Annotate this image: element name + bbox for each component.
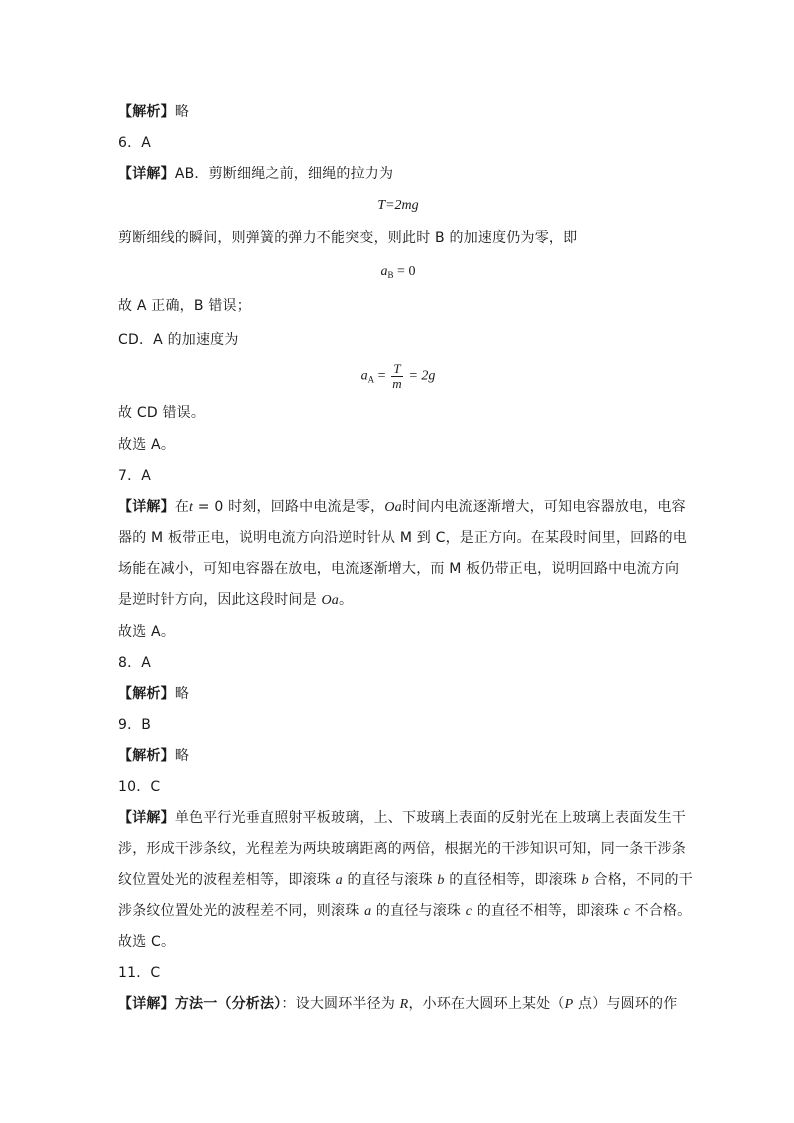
analysis-line [118, 684, 678, 704]
var-a: a [364, 904, 372, 919]
fraction-den: m [392, 376, 402, 391]
text: = 0 时刻，回路中电流是零， [193, 499, 385, 515]
tag-analysis: 【解析】 [118, 748, 175, 764]
text: ，小环在大圆环上某处（ [408, 996, 565, 1012]
text-line: 涉，形成干涉条纹，光程差为两块玻璃距离的两倍，根据光的干涉知识可知，同一条干涉条 [118, 841, 686, 857]
equation-var: a [360, 368, 368, 384]
text-line: 故选 A。 [118, 624, 176, 640]
equation-tension [118, 196, 678, 216]
analysis-line [118, 746, 678, 766]
text: 略 [174, 748, 190, 764]
text-line: 故 CD 错误。 [118, 405, 206, 421]
equation-rest: = 2g [404, 368, 436, 384]
method-label: 方法一（分析法） [174, 996, 282, 1012]
var-c: c [465, 904, 473, 919]
answer-10: 10．C [118, 779, 161, 795]
text: 在 [174, 499, 190, 515]
fraction-num: T [393, 361, 401, 376]
text: 纹位置处光的波程差相等，即滚珠 [118, 872, 336, 888]
tag-detail: 【详解】 [118, 499, 175, 515]
var-c: c [623, 904, 630, 919]
equation-sub: B [387, 270, 394, 280]
detail-line [118, 994, 678, 1015]
text: 涉条纹位置处光的波程差不同，则滚珠 [118, 903, 365, 919]
text-line: 故选 C。 [118, 934, 176, 950]
equation-var: a [380, 264, 388, 279]
detail-line [118, 497, 686, 518]
var-b: b [437, 873, 445, 888]
text: 略 [174, 686, 190, 702]
var-Oa: Oa [384, 500, 402, 515]
text-line: 剪断细线的瞬间，则弹簧的弹力不能突变，则此时 B 的加速度仍为零，即 [118, 230, 578, 246]
detail-line [118, 808, 687, 828]
text-line: 故 A 正确，B 错误； [118, 298, 251, 314]
equation-rest: = 0 [393, 264, 416, 279]
text: 合格，不同的干 [588, 872, 693, 888]
text-line: CD．A 的加速度为 [118, 332, 239, 348]
tag-detail: 【详解】 [118, 810, 175, 826]
var-b: b [581, 873, 589, 888]
text: 的直径与滚珠 [342, 872, 438, 888]
fraction [391, 362, 403, 391]
text-line: 场能在减小，可知电容器在放电，电流逐渐增大，而 M 板仍带正电，说明回路中电流方向 [118, 561, 680, 577]
equation-sub: A [367, 374, 375, 385]
tag-detail: 【详解】 [118, 996, 175, 1012]
var-R: R [399, 997, 409, 1012]
equation-eq: = [374, 368, 389, 384]
equation-text: T=2mg [377, 198, 419, 213]
var-Oa: Oa [321, 593, 339, 608]
text: ：设大圆环半径为 [281, 996, 400, 1012]
text: 略 [174, 104, 190, 120]
text-line [118, 590, 678, 611]
var-P: P [564, 997, 574, 1012]
answer-9: 9．B [118, 717, 152, 733]
answer-8: 8．A [118, 655, 152, 671]
tag-detail: 【详解】 [118, 166, 175, 182]
answer-6: 6．A [118, 135, 152, 151]
answer-7: 7．A [118, 468, 152, 484]
text: 的直径不相等，即滚珠 [472, 903, 624, 919]
text-line [118, 901, 692, 922]
text-line: 故选 A。 [118, 437, 176, 453]
analysis-line [118, 102, 678, 122]
equation-aA [118, 362, 678, 391]
text: 单色平行光垂直照射平板玻璃，上、下玻璃上表面的反射光在上玻璃上表面发生干 [174, 810, 687, 826]
var-a: a [335, 873, 343, 888]
text: AB．剪断细绳之前，细绳的拉力为 [174, 166, 394, 182]
text-line: 器的 M 板带正电，说明电流方向沿逆时针从 M 到 C，是正方向。在某段时间里，回路的电 [118, 530, 687, 546]
tag-analysis: 【解析】 [118, 686, 175, 702]
answer-11: 11．C [118, 965, 161, 981]
text: 时间内电流逐渐增大，可知电容器放电，电容 [401, 499, 686, 515]
text-line [118, 870, 693, 891]
tag-analysis: 【解析】 [118, 104, 175, 120]
var-t: t [189, 500, 194, 515]
text: 的直径相等，即滚珠 [444, 872, 582, 888]
text: 是逆时针方向，因此这段时间是 [118, 592, 322, 608]
text: 的直径与滚珠 [371, 903, 466, 919]
equation-aB [118, 262, 678, 285]
text: 点）与圆环的作 [573, 996, 678, 1012]
text: 。 [338, 592, 354, 608]
detail-line [118, 164, 678, 184]
text: 不合格。 [629, 903, 692, 919]
